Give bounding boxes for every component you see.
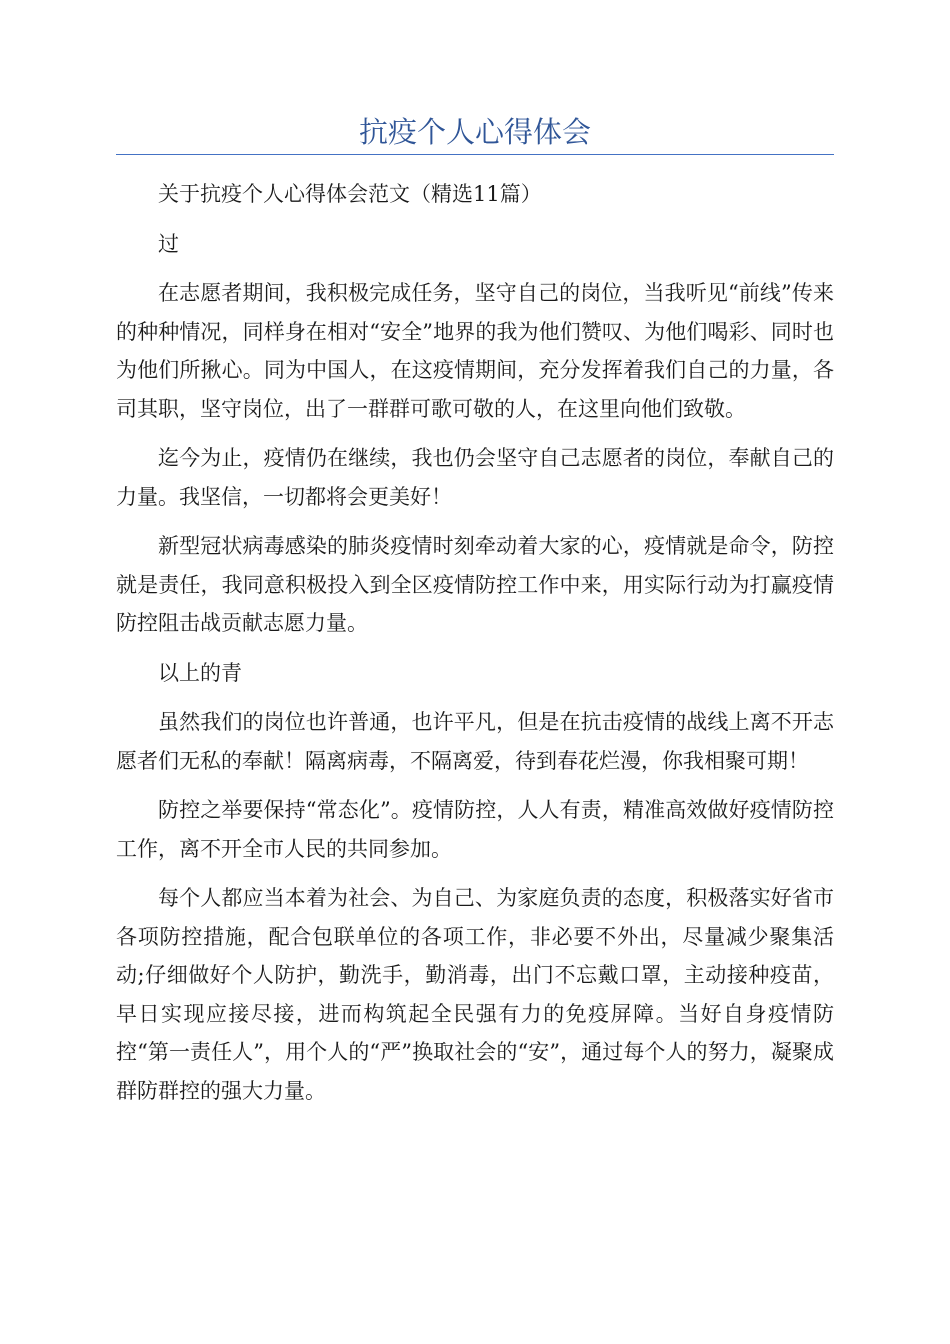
paragraph: 在志愿者期间，我积极完成任务，坚守自己的岗位，当我听见“前线”传来的种种情况，同样身在相对“安全”地界的我为他们赞叹、为他们喝彩、同时也为他们所揪心。同为中国人，在这疫情期间，充分发挥着我们自己的力量，各司其职，坚守岗位，出了一群群可歌可敬的人，在这里向他们致敬。 (116, 281, 834, 421)
paragraph: 虽然我们的岗位也许普通，也许平凡，但是在抗击疫情的战线上离不开志愿者们无私的奉献！隔离病毒，不隔离爱，待到春花烂漫，你我相聚可期！ (116, 710, 834, 773)
title-underline (116, 154, 834, 155)
paragraph: 过 (158, 231, 179, 256)
document-body (116, 175, 834, 1121)
paragraph: 防控之举要保持“常态化”。疫情防控，人人有责，精准高效做好疫情防控工作，离不开全市人民的共同参加。 (116, 798, 834, 861)
paragraph: 新型冠状病毒感染的肺炎疫情时刻牵动着大家的心，疫情就是命令，防控就是责任，我同意积极投入到全区疫情防控工作中来，用实际行动为打赢疫情防控阻击战贡献志愿力量。 (116, 534, 834, 635)
paragraph: 每个人都应当本着为社会、为自己、为家庭负责的态度，积极落实好省市各项防控措施，配合包联单位的各项工作，非必要不外出，尽量减少聚集活动;仔细做好个人防护，勤洗手，勤消毒，出门不忘戴口罩，主动接种疫苗，早日实现应接尽接，进而构筑起全民强有力的免疫屏障。当好自身疫情防控“第一责任人”，用个人的“严”换取社会的“安”，通过每个人的努力，凝聚成群防群控的强大力量。 (116, 886, 834, 1103)
document-subtitle: 关于抗疫个人心得体会范文（精选11篇） (158, 182, 542, 206)
paragraph: 迄今为止，疫情仍在继续，我也仍会坚守自己志愿者的岗位，奉献自己的力量。我坚信，一切都将会更美好！ (116, 446, 834, 509)
paragraph: 以上的青 (158, 660, 242, 685)
document-title: 抗疫个人心得体会 (358, 115, 591, 149)
